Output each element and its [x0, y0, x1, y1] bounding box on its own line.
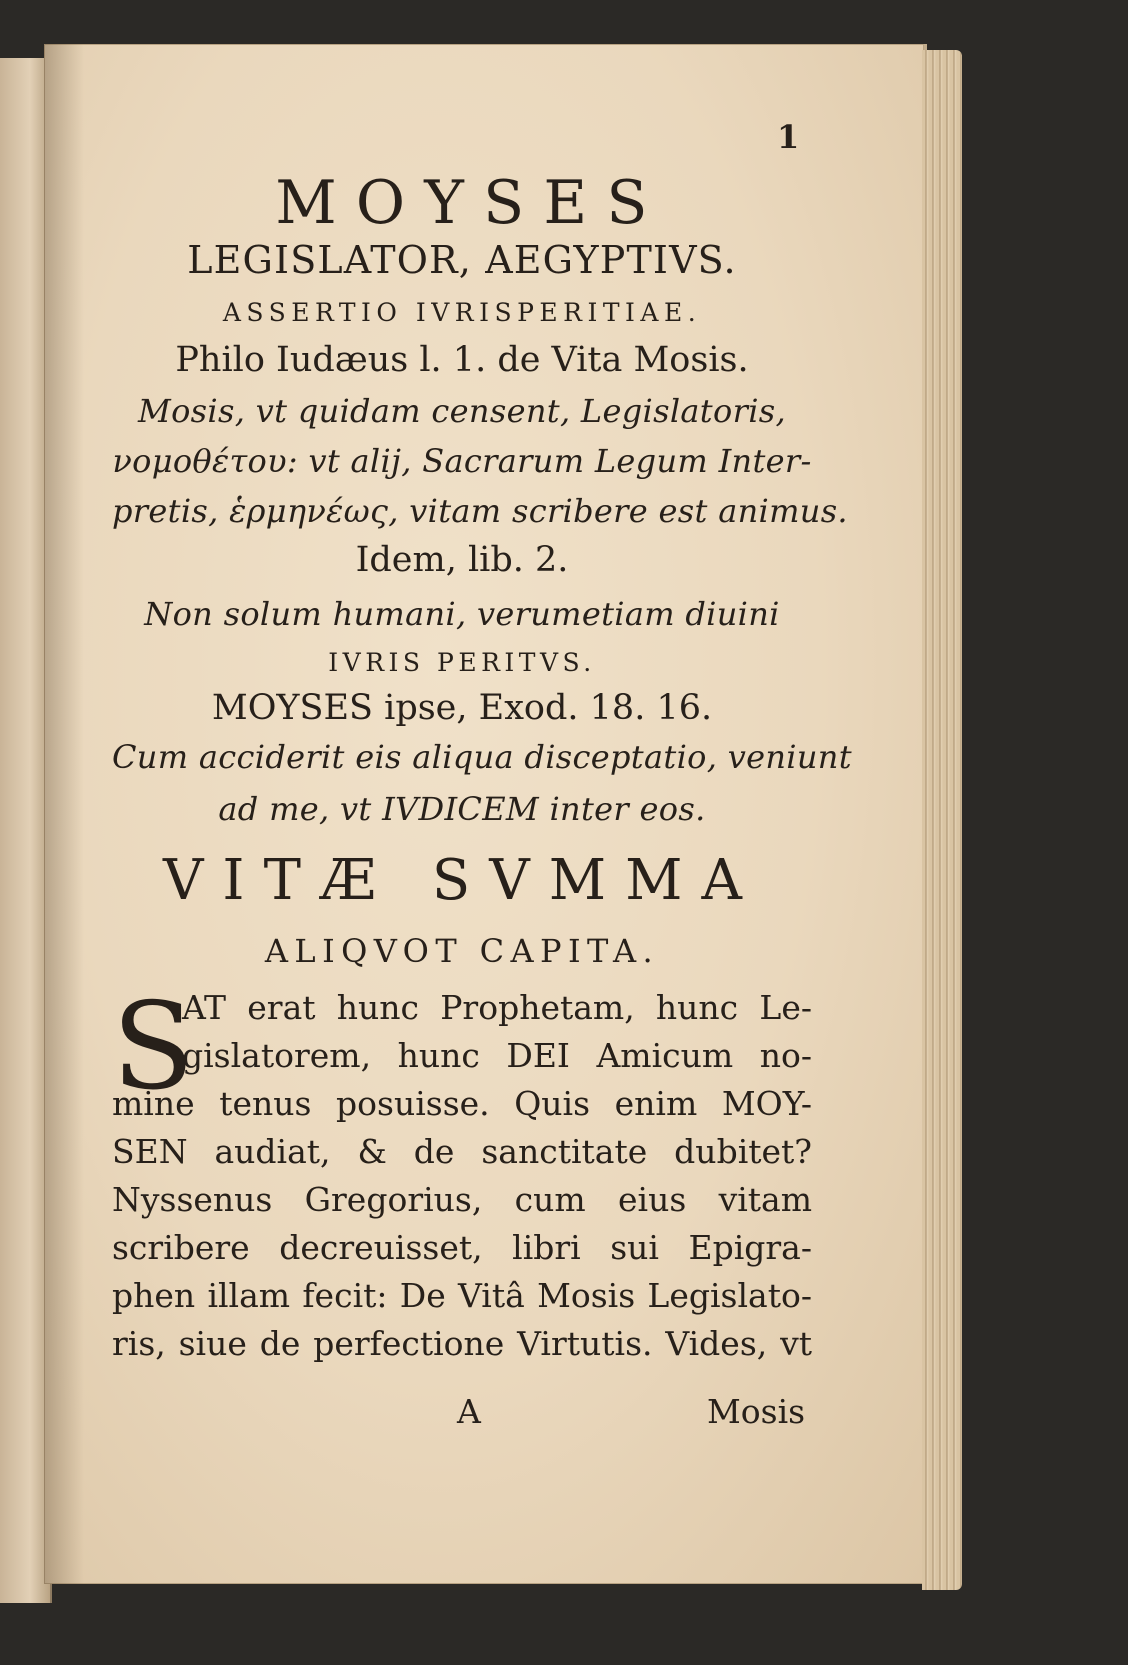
quote-line-2: νομοθέτου: vt alij, Sacrarum Legum Inter-: [112, 442, 812, 480]
heading-title: MOYSES: [275, 168, 667, 238]
citation-philo: Philo Iudæus l. 1. de Vita Mosis.: [175, 340, 749, 380]
section-title: VITÆ SVMMA: [162, 848, 762, 913]
quote-line-5: IVRIS PERITVS.: [328, 648, 596, 677]
signature-mark: A: [457, 1392, 481, 1431]
gutter-shadow: [44, 44, 84, 1584]
quote-line-3: pretis, ἑρμηνέως, vitam scribere est animus.: [112, 492, 848, 530]
page-block-edges: [922, 50, 962, 1590]
catchword: Mosis: [707, 1392, 806, 1431]
body-line: phen illam fecit: De Vitâ Mosis Legislato-: [112, 1276, 812, 1315]
body-line: Nyssenus Gregorius, cum eius vitam: [112, 1180, 812, 1219]
heading-tagline: ASSERTIO IVRISPERITIAE.: [222, 298, 702, 327]
body-line: scribere decreuisset, libri sui Epigra-: [112, 1228, 812, 1267]
body-line: ris, siue de perfectione Virtutis. Vides, vt: [112, 1324, 812, 1363]
body-line: mine tenus posuisse. Quis enim MOY-: [112, 1084, 812, 1123]
body-line: gislatorem, hunc DEI Amicum no-: [182, 1036, 812, 1075]
citation-idem: Idem, lib. 2.: [355, 540, 569, 580]
citation-exodus: MOYSES ipse, Exod. 18. 16.: [211, 688, 713, 728]
quote-line-1: Mosis, vt quidam censent, Legislatoris,: [138, 392, 786, 430]
heading-subtitle: LEGISLATOR, AEGYPTIVS.: [187, 238, 737, 282]
section-subtitle: ALIQVOT CAPITA.: [264, 932, 660, 970]
page-text: [112, 0, 852, 1500]
quote-line-7: ad me, vt IVDICEM inter eos.: [218, 790, 706, 828]
folio-number: 1: [777, 118, 800, 156]
body-line: AT erat hunc Prophetam, hunc Le-: [182, 988, 812, 1027]
quote-line-6: Cum acciderit eis aliqua disceptatio, veniunt: [112, 738, 852, 776]
drop-capital: S: [112, 978, 195, 1117]
body-line: SEN audiat, & de sanctitate dubitet?: [112, 1132, 812, 1171]
quote-line-4: Non solum humani, verumetiam diuini: [144, 595, 780, 633]
